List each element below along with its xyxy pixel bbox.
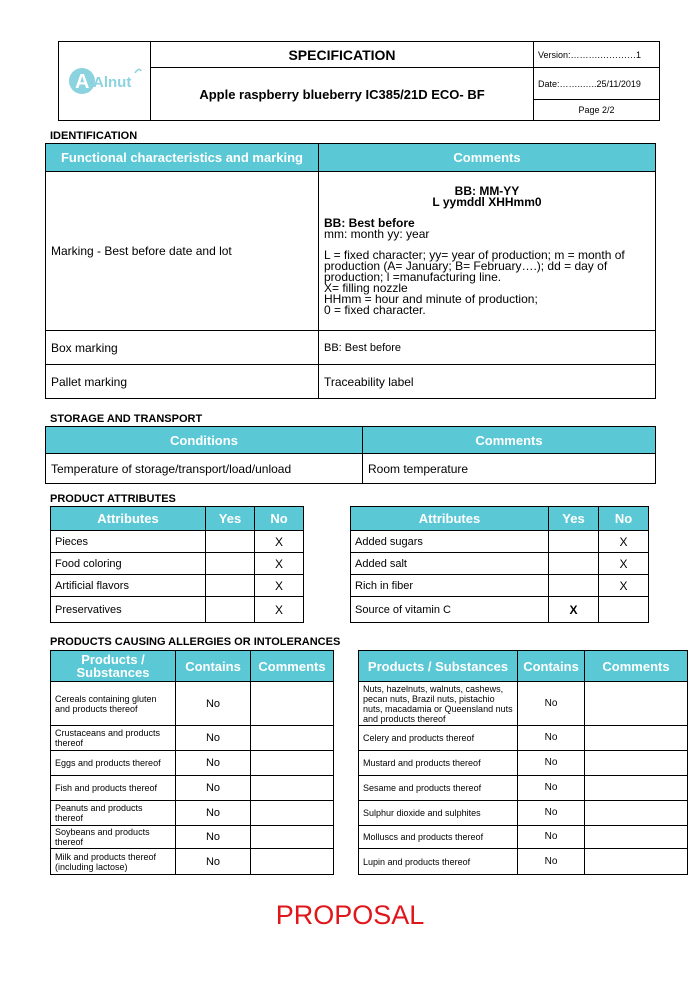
identification-table — [45, 143, 656, 399]
product-title: Apple raspberry blueberry IC385/21D ECO- BF — [151, 68, 534, 121]
allergen-name: Sesame and products thereof — [359, 776, 518, 801]
allergen-contains: No — [176, 726, 251, 751]
logo-cell — [59, 42, 151, 121]
attributes-table-right — [350, 506, 649, 623]
attribute-yes — [206, 531, 255, 553]
table-row — [359, 682, 688, 726]
allergen-contains: No — [518, 801, 585, 826]
allergen-contains: No — [176, 849, 251, 875]
attribute-no: X — [255, 575, 304, 597]
allergen-comment — [585, 776, 688, 801]
marking-code-bb: BB: MM-YY — [454, 184, 520, 198]
attribute-name: Artificial flavors — [51, 575, 206, 597]
table-row — [359, 751, 688, 776]
allergen-contains: No — [518, 682, 585, 726]
allergens-table-right — [358, 650, 688, 875]
box-marking-value: BB: Best before — [319, 331, 656, 365]
identification-section-title: IDENTIFICATION — [50, 130, 138, 142]
svg-text:A: A — [74, 70, 89, 93]
attribute-no: X — [599, 553, 649, 575]
allergen-comment — [585, 849, 688, 875]
storage-table — [45, 426, 656, 484]
allergen-comment — [251, 682, 334, 726]
attributes-header-name: Attributes — [51, 507, 206, 531]
allergen-comment — [251, 751, 334, 776]
allergen-comment — [585, 751, 688, 776]
table-row — [359, 776, 688, 801]
allergen-name: Fish and products thereof — [51, 776, 176, 801]
table-row — [51, 682, 334, 726]
allergen-name: Crustaceans and products thereof — [51, 726, 176, 751]
attribute-name: Pieces — [51, 531, 206, 553]
storage-condition-value: Room temperature — [363, 454, 656, 484]
attribute-yes — [549, 531, 599, 553]
allergen-contains: No — [176, 801, 251, 826]
allergen-contains: No — [518, 849, 585, 875]
attribute-yes — [206, 575, 255, 597]
proposal-stamp: PROPOSAL — [275, 900, 425, 930]
attribute-no: X — [255, 597, 304, 623]
allergen-contains: No — [518, 826, 585, 849]
table-row — [359, 849, 688, 875]
allergens-header-comments: Comments — [251, 651, 334, 682]
table-row — [51, 801, 334, 826]
marking-0-desc: 0 = fixed character. — [324, 303, 426, 317]
allergen-contains: No — [518, 751, 585, 776]
spec-title: SPECIFICATION — [151, 42, 534, 68]
marking-comments — [319, 172, 656, 331]
attribute-yes — [549, 575, 599, 597]
marking-l-desc: L = fixed character; yy= year of production; m = month of production (A= January; B= February….); dd = day of production; l =manufacturing line. — [324, 248, 625, 284]
attribute-name: Food coloring — [51, 553, 206, 575]
attribute-name: Added salt — [351, 553, 549, 575]
allergen-contains: No — [176, 682, 251, 726]
attribute-yes — [549, 553, 599, 575]
attribute-yes: X — [549, 597, 599, 623]
allergen-name: Cereals containing gluten and products thereof — [51, 682, 176, 726]
table-row — [359, 826, 688, 849]
attribute-no: X — [255, 531, 304, 553]
table-row — [51, 751, 334, 776]
allergens-header-products: Products / Substances — [359, 651, 518, 682]
identification-header-comments: Comments — [319, 144, 656, 172]
table-row — [51, 553, 304, 575]
allergen-name: Lupin and products thereof — [359, 849, 518, 875]
attribute-name: Source of vitamin C — [351, 597, 549, 623]
allergen-comment — [585, 826, 688, 849]
table-row — [51, 575, 304, 597]
allergen-contains: No — [176, 826, 251, 849]
allergens-header-contains: Contains — [518, 651, 585, 682]
marking-bb-desc: mm: month yy: year — [324, 227, 430, 241]
table-row — [351, 597, 649, 623]
allergen-name: Milk and products thereof (including lactose) — [51, 849, 176, 875]
allergen-name: Eggs and products thereof — [51, 751, 176, 776]
table-row — [51, 726, 334, 751]
attribute-name: Rich in fiber — [351, 575, 549, 597]
allergen-comment — [251, 726, 334, 751]
table-row — [51, 531, 304, 553]
marking-x-desc: X= filling nozzle — [324, 281, 408, 295]
allergens-header-products: Products / Substances — [51, 651, 176, 682]
box-marking-label: Box marking — [46, 331, 319, 365]
attributes-header-yes: Yes — [206, 507, 255, 531]
attributes-header-yes: Yes — [549, 507, 599, 531]
allergen-comment — [251, 849, 334, 875]
table-row — [359, 801, 688, 826]
attribute-yes — [206, 597, 255, 623]
attribute-no — [599, 597, 649, 623]
version-field: Version:……….…………1 — [534, 42, 660, 68]
allergen-comment — [251, 776, 334, 801]
attributes-header-name: Attributes — [351, 507, 549, 531]
allergen-name: Nuts, hazelnuts, walnuts, cashews, pecan nuts, Brazil nuts, pistachio nuts, macadamia or Queensland nuts and products thereof — [359, 682, 518, 726]
attributes-section-title: PRODUCT ATTRIBUTES — [50, 493, 176, 505]
attribute-yes — [206, 553, 255, 575]
marking-hh-desc: HHmm = hour and minute of production; — [324, 292, 538, 306]
attributes-table-left — [50, 506, 304, 623]
table-row — [351, 553, 649, 575]
attribute-no: X — [599, 531, 649, 553]
allergen-contains: No — [518, 726, 585, 751]
allergen-comment — [251, 801, 334, 826]
allergen-name: Molluscs and products thereof — [359, 826, 518, 849]
allergen-comment — [251, 826, 334, 849]
allergens-section-title: PRODUCTS CAUSING ALLERGIES OR INTOLERANCES — [50, 636, 341, 648]
table-row — [51, 826, 334, 849]
marking-label: Marking - Best before date and lot — [46, 172, 319, 331]
allergen-name: Soybeans and products thereof — [51, 826, 176, 849]
table-row — [351, 531, 649, 553]
table-row — [51, 597, 304, 623]
table-row — [351, 575, 649, 597]
allergens-header-comments: Comments — [585, 651, 688, 682]
table-row — [51, 849, 334, 875]
document-header — [58, 41, 660, 121]
allergen-name: Sulphur dioxide and sulphites — [359, 801, 518, 826]
allergen-comment — [585, 726, 688, 751]
allergens-header-contains: Contains — [176, 651, 251, 682]
identification-header-characteristics: Functional characteristics and marking — [46, 144, 319, 172]
marking-code-lot: L yymddl XHHmm0 — [432, 195, 542, 209]
date-field: Date:……..…..25/11/2019 — [534, 68, 660, 100]
company-logo-icon — [65, 59, 145, 99]
attributes-header-no: No — [599, 507, 649, 531]
attribute-name: Added sugars — [351, 531, 549, 553]
attribute-no: X — [599, 575, 649, 597]
allergen-contains: No — [176, 776, 251, 801]
storage-section-title: STORAGE AND TRANSPORT — [50, 413, 203, 425]
pallet-marking-value: Traceability label — [319, 365, 656, 399]
allergen-comment — [585, 682, 688, 726]
attribute-no: X — [255, 553, 304, 575]
table-row — [51, 776, 334, 801]
allergen-contains: No — [176, 751, 251, 776]
table-row — [359, 726, 688, 751]
storage-header-comments: Comments — [363, 427, 656, 454]
logo-text: Alnut — [92, 73, 131, 91]
storage-condition-label: Temperature of storage/transport/load/unload — [46, 454, 363, 484]
allergen-comment — [585, 801, 688, 826]
attributes-header-no: No — [255, 507, 304, 531]
page-number: Page 2/2 — [534, 100, 660, 121]
marking-bb-title: BB: Best before — [324, 216, 415, 230]
allergen-name: Peanuts and products thereof — [51, 801, 176, 826]
allergen-name: Celery and products thereof — [359, 726, 518, 751]
allergen-name: Mustard and products thereof — [359, 751, 518, 776]
allergens-table-left — [50, 650, 334, 875]
storage-header-conditions: Conditions — [46, 427, 363, 454]
allergen-contains: No — [518, 776, 585, 801]
attribute-name: Preservatives — [51, 597, 206, 623]
pallet-marking-label: Pallet marking — [46, 365, 319, 399]
